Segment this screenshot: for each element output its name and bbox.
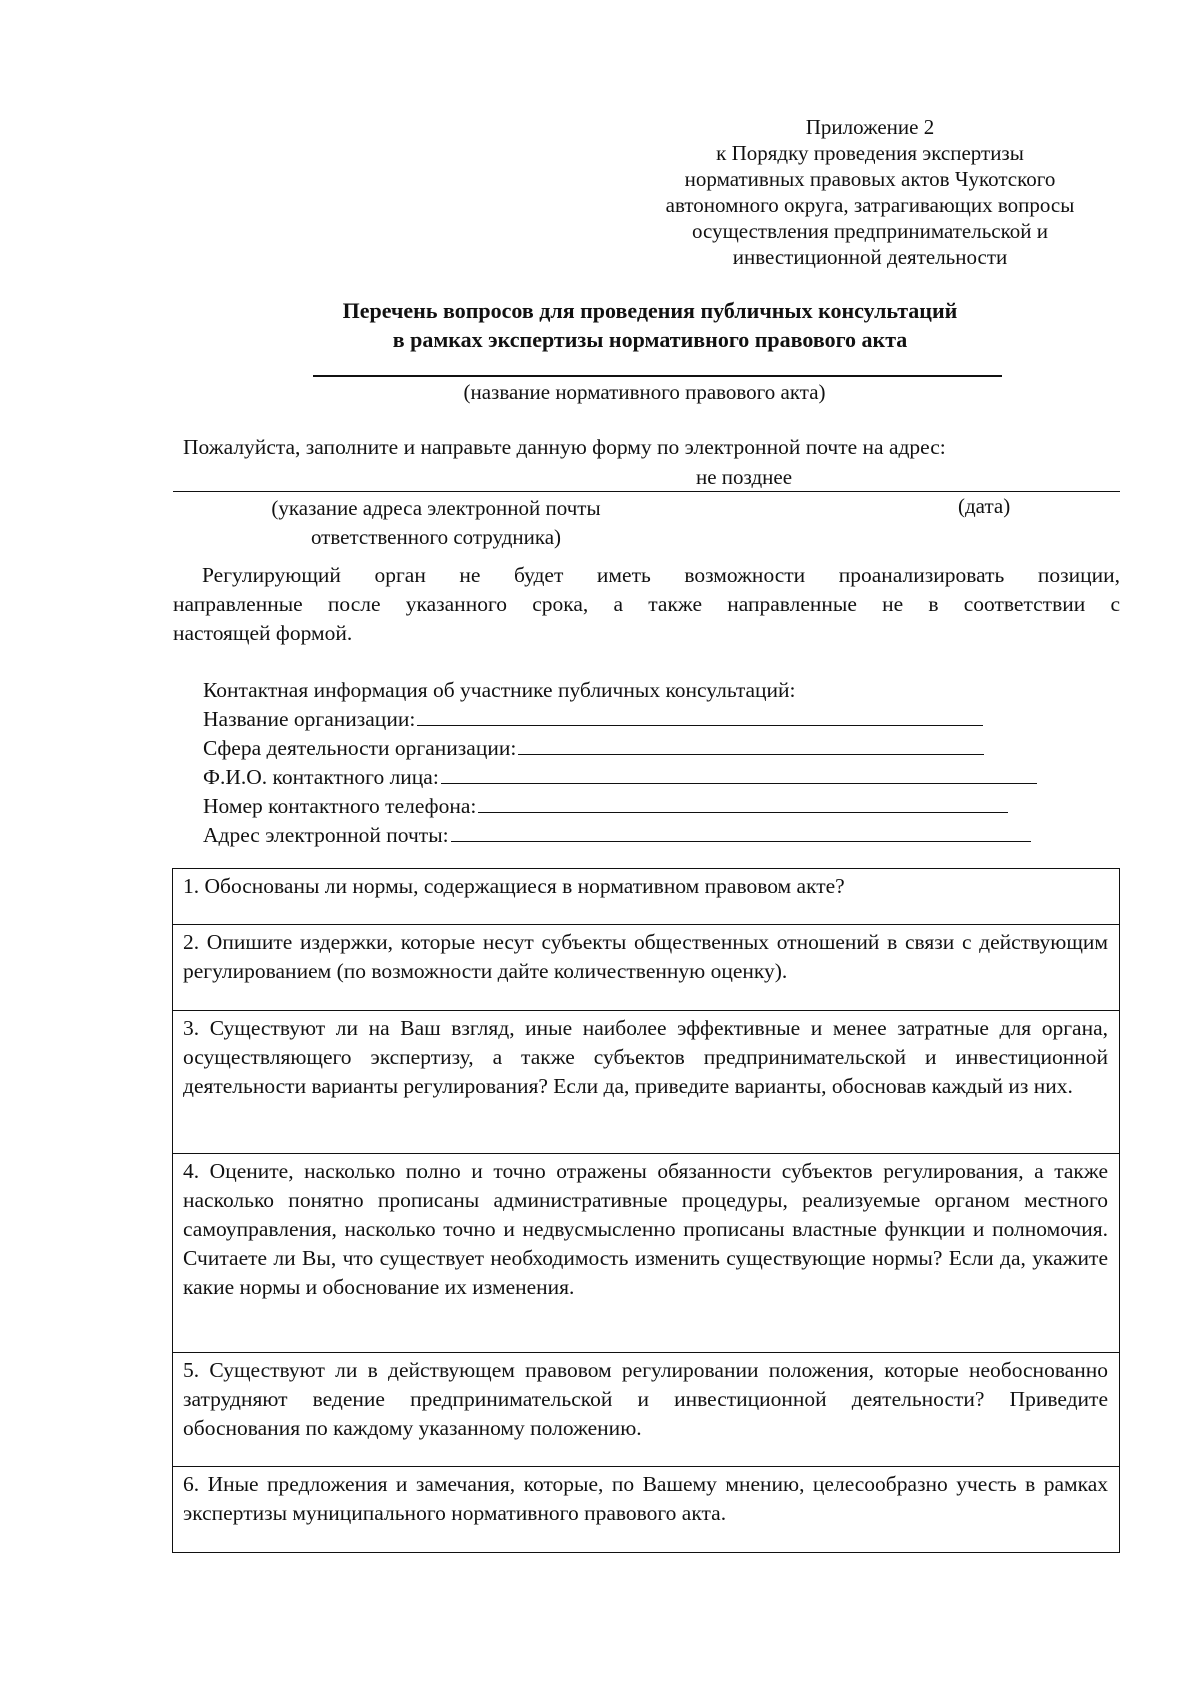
act-name-caption: (название нормативного правового акта) bbox=[463, 380, 826, 404]
deadline-notice bbox=[173, 561, 1120, 648]
title-line: в рамках экспертизы нормативного правового акта bbox=[392, 327, 908, 352]
field-organization-sphere bbox=[203, 734, 1069, 763]
question-row bbox=[173, 1011, 1120, 1154]
question-cell[interactable]: 6. Иные предложения и замечания, которые, по Вашему мнению, целесообразно учесть в рамках экспертизы муниципального нормативного правового акта. bbox=[173, 1467, 1120, 1553]
field-organization-name bbox=[203, 705, 1069, 734]
email-caption-line: (указание адреса электронной почты bbox=[271, 496, 601, 520]
email-date-blank-line[interactable] bbox=[173, 491, 1120, 492]
field-email bbox=[203, 821, 1069, 850]
question-row bbox=[173, 1467, 1120, 1553]
appendix-line: осуществления предпринимательской и bbox=[692, 219, 1048, 243]
field-label: Сфера деятельности организации: bbox=[203, 736, 517, 760]
question-cell[interactable]: 1. Обоснованы ли нормы, содержащиеся в нормативном правовом акте? bbox=[173, 869, 1120, 925]
email-caption bbox=[236, 494, 636, 552]
question-cell[interactable]: 3. Существуют ли на Ваш взгляд, иные наиболее эффективные и менее затратные для органа, осуществляющего экспертизу, а также субъектов предпринимательской и инвестиционной деятельности варианты регулирования? Если да, приведите варианты, обосновав каждый из них. bbox=[173, 1011, 1120, 1154]
question-cell[interactable]: 5. Существуют ли в действующем правовом регулировании положения, которые необоснованно затрудняют ведение предпринимательской и инвестиционной деятельности? Приведите обоснования по каждому указанному положению. bbox=[173, 1353, 1120, 1467]
contact-heading: Контактная информация об участнике публичных консультаций: bbox=[203, 678, 796, 702]
title-line: Перечень вопросов для проведения публичных консультаций bbox=[342, 298, 958, 323]
question-cell[interactable]: 4. Оцените, насколько полно и точно отражены обязанности субъектов регулирования, а также насколько понятно прописаны административные процедуры, реализуемые органом местного самоуправления, насколько точно и недвусмысленно прописаны властные функции и полномочия. Считаете ли Вы, что существует необходимость изменить существующие нормы? Если да, укажите какие нормы и обоснование их изменения. bbox=[173, 1154, 1120, 1353]
questions-table bbox=[172, 868, 1120, 1553]
notice-line: Регулирующий орган не будет иметь возможности проанализировать позиции, bbox=[202, 563, 1120, 587]
appendix-line: инвестиционной деятельности bbox=[732, 245, 1008, 269]
appendix-line: автономного округа, затрагивающих вопросы bbox=[665, 193, 1075, 217]
question-row bbox=[173, 1154, 1120, 1353]
contact-person-blank[interactable] bbox=[441, 763, 1037, 784]
document-title bbox=[200, 296, 1100, 354]
date-caption: (дата) bbox=[958, 494, 1011, 518]
question-row bbox=[173, 869, 1120, 925]
question-row bbox=[173, 925, 1120, 1011]
deadline-prefix: не позднее bbox=[696, 465, 793, 489]
question-row bbox=[173, 1353, 1120, 1467]
field-contact-person bbox=[203, 763, 1069, 792]
organization-sphere-blank[interactable] bbox=[518, 734, 984, 755]
notice-line: направленные после указанного срока, а также направленные не в соответствии с bbox=[173, 592, 1120, 616]
field-label: Название организации: bbox=[203, 707, 416, 731]
field-label: Ф.И.О. контактного лица: bbox=[203, 765, 439, 789]
appendix-line: Приложение 2 bbox=[805, 115, 935, 139]
question-cell[interactable]: 2. Опишите издержки, которые несут субъекты общественных отношений в связи с действующим регулированием (по возможности дайте количественную оценку). bbox=[173, 925, 1120, 1011]
notice-line: настоящей формой. bbox=[173, 621, 353, 645]
email-caption-line: ответственного сотрудника) bbox=[310, 525, 562, 549]
instruction-text: Пожалуйста, заполните и направьте данную форму по электронной почте на адрес: bbox=[183, 435, 946, 459]
field-label: Номер контактного телефона: bbox=[203, 794, 477, 818]
field-phone-number bbox=[203, 792, 1069, 821]
appendix-line: нормативных правовых актов Чукотского bbox=[684, 167, 1056, 191]
email-blank[interactable] bbox=[451, 821, 1031, 842]
phone-number-blank[interactable] bbox=[478, 792, 1008, 813]
organization-name-blank[interactable] bbox=[417, 705, 983, 726]
field-label: Адрес электронной почты: bbox=[203, 823, 449, 847]
act-name-blank-line[interactable] bbox=[313, 375, 1002, 377]
contact-info-section bbox=[203, 676, 1069, 850]
appendix-line: к Порядку проведения экспертизы bbox=[716, 141, 1024, 165]
appendix-header bbox=[640, 114, 1100, 270]
